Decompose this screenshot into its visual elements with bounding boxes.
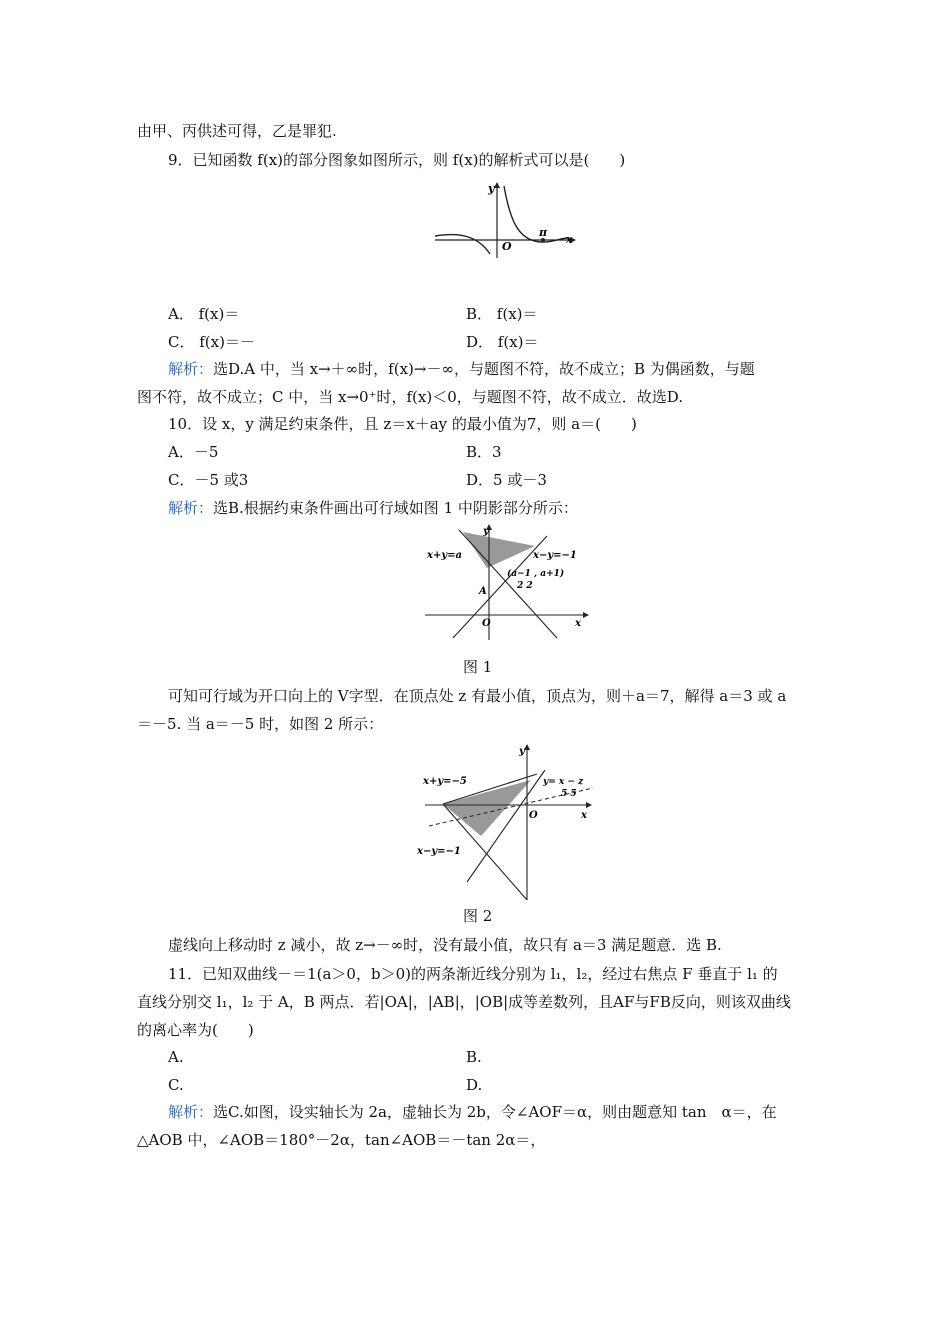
x-label: x [575, 618, 581, 629]
feasible-region [443, 780, 531, 836]
y-label: y [483, 526, 489, 537]
figure-1-caption: 图 1 [463, 658, 493, 676]
analysis-label: 解析： [168, 499, 214, 517]
curve-right [504, 186, 568, 242]
option-10a: A．－5 [168, 443, 219, 461]
x-label: x [566, 233, 573, 246]
objective-denominators: 5 5 [561, 789, 577, 799]
option-9d: D． f(x)＝ [466, 333, 539, 351]
function-graph [430, 180, 580, 260]
line2-label: x−y=−1 [533, 550, 577, 561]
line1-label: x+y=−5 [423, 776, 467, 787]
option-9c: C． f(x)＝－ [168, 333, 255, 351]
option-10c: C．－5 或3 [168, 471, 249, 489]
origin-label: O [529, 810, 538, 821]
paragraph-line: 可知可行域为开口向上的 V字型．在顶点处 z 有最小值，顶点为，则＋a＝7，解得 a＝3 或 a [168, 687, 787, 705]
option-9b: B． f(x)＝ [466, 305, 538, 323]
option-11d: D. [466, 1076, 483, 1094]
y-label: y [519, 746, 525, 757]
figure-2-caption: 图 2 [463, 907, 493, 925]
analysis-11-line2: △AOB 中，∠AOB＝180°－2α，tan∠AOB＝－tan 2α＝， [137, 1131, 546, 1149]
option-11a: A. [168, 1048, 184, 1066]
analysis-label: 解析： [168, 1103, 214, 1121]
question-9: 9．已知函数 f(x)的部分图象如图所示，则 f(x)的解析式可以是( ) [168, 151, 626, 169]
point-a-label: A [479, 586, 487, 597]
option-11c: C. [168, 1076, 184, 1094]
y-label: y [488, 182, 495, 195]
x-label: x [581, 810, 587, 821]
objective-label: y= x − z [543, 777, 584, 787]
line1-label: x+y=a [427, 550, 463, 561]
analysis-10-line1: 解析：选B.根据约束条件画出可行域如图 1 中阴影部分所示： [168, 499, 578, 517]
paragraph-line: ＝－5. 当 a＝－5 时，如图 2 所示： [137, 715, 384, 733]
analysis-label: 解析： [168, 360, 214, 378]
pi-label: π [539, 226, 548, 239]
origin-label: O [482, 618, 491, 629]
question-11-line2: 直线分别交 l₁，l₂ 于 A，B 两点．若|OA|，|AB|，|OB|成等差数列，且AF与FB反向，则该双曲线 [137, 993, 791, 1011]
option-10d: D．5 或－3 [466, 471, 547, 489]
curve-left [435, 235, 490, 254]
text-line: 由甲、丙供述可得，乙是罪犯. [137, 122, 337, 140]
question-11-line3: 的离心率为( ) [137, 1021, 254, 1039]
option-11b: B. [466, 1048, 482, 1066]
figure-2 [415, 742, 600, 902]
analysis-9-line1: 解析：选D.A 中，当 x→＋∞时，f(x)→－∞，与题图不符，故不成立；B 为偶函数，与题 [168, 360, 755, 378]
vertex-denominators: 2 2 [517, 581, 533, 591]
option-10b: B．3 [466, 443, 502, 461]
paragraph-line: 虚线向上移动时 z 减小，故 z→－∞时，没有最小值，故只有 a＝3 满足题意．选 B. [168, 936, 722, 954]
analysis-9-line2: 图不符，故不成立；C 中，当 x→0⁺时，f(x)＜0，与题图不符，故不成立．故选D. [137, 388, 684, 406]
origin-label: O [502, 240, 512, 253]
line2-label: x−y=−1 [417, 846, 461, 857]
question-11-line1: 11．已知双曲线－＝1(a＞0，b＞0)的两条渐近线分别为 l₁，l₂，经过右焦点 F 垂直于 l₁ 的 [168, 965, 778, 983]
feasible-region [463, 532, 535, 568]
vertex-label: (a−1 , a+1) [507, 569, 565, 579]
option-9a: A． f(x)＝ [168, 305, 240, 323]
analysis-11-line1: 解析：选C.如图，设实轴长为 2a，虚轴长为 2b，令∠AOF＝α，则由题意知 tan α＝，在 [168, 1103, 777, 1121]
question-10: 10．设 x，y 满足约束条件，且 z＝x＋ay 的最小值为7，则 a＝( ) [168, 415, 637, 433]
figure-1 [425, 522, 595, 642]
